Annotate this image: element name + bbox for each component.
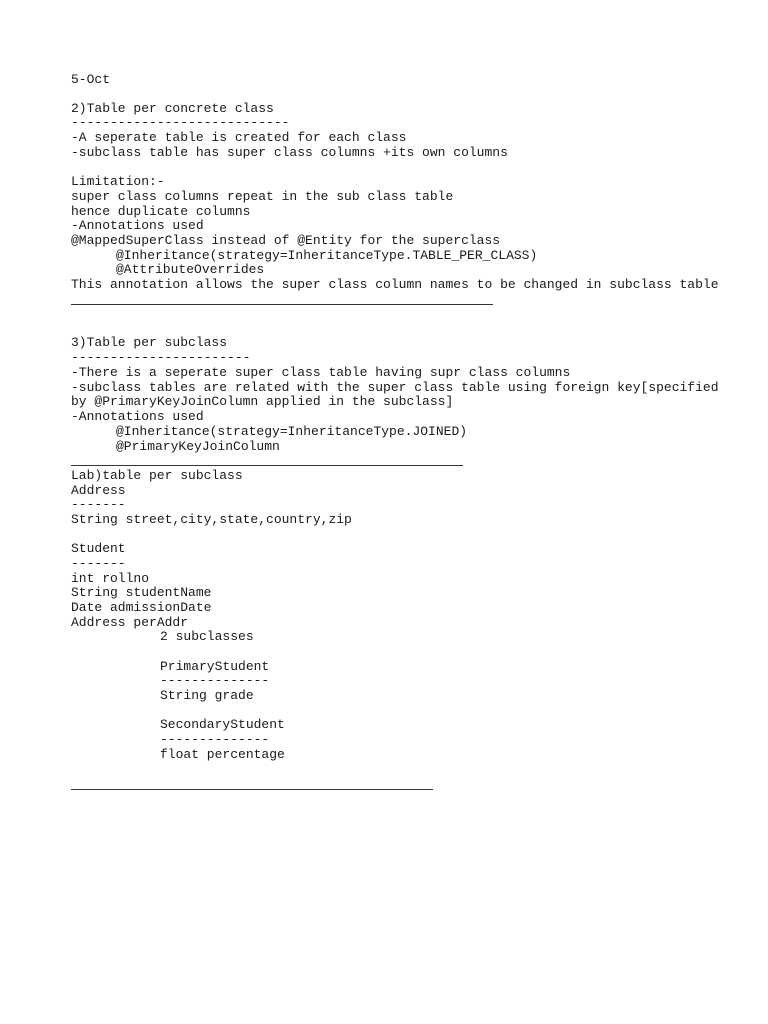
field-line: Date admissionDate bbox=[71, 600, 212, 615]
horizontal-rule bbox=[71, 789, 433, 790]
section-heading-table-per-concrete-class: 2)Table per concrete class bbox=[71, 101, 274, 116]
class-underline: ------- bbox=[71, 497, 126, 512]
date-heading: 5-Oct bbox=[71, 72, 111, 87]
text-line: -subclass tables are related with the super class table using foreign key[specified bbox=[71, 380, 719, 395]
field-line: float percentage bbox=[160, 747, 285, 762]
subclasses-note: 2 subclasses bbox=[160, 629, 254, 644]
text-line: -subclass table has super class columns +its own columns bbox=[71, 145, 508, 160]
field-line: String studentName bbox=[71, 585, 212, 600]
section-heading-table-per-subclass: 3)Table per subclass bbox=[71, 335, 228, 350]
class-underline: ------- bbox=[71, 556, 126, 571]
code-line: @Inheritance(strategy=InheritanceType.TABLE_PER_CLASS) bbox=[116, 248, 538, 263]
field-line: int rollno bbox=[71, 571, 150, 586]
annotations-heading: -Annotations used bbox=[71, 218, 204, 233]
class-name-secondary-student: SecondaryStudent bbox=[160, 717, 285, 732]
field-line: String grade bbox=[160, 688, 254, 703]
class-name-primary-student: PrimaryStudent bbox=[160, 659, 270, 674]
text-line: -There is a seperate super class table having supr class columns bbox=[71, 365, 571, 380]
text-line: This annotation allows the super class column names to be changed in subclass table bbox=[71, 277, 719, 292]
lab-heading: Lab)table per subclass bbox=[71, 468, 243, 483]
section-underline: ----------------------- bbox=[71, 350, 251, 365]
annotations-heading: -Annotations used bbox=[71, 409, 204, 424]
text-line: super class columns repeat in the sub class table bbox=[71, 189, 454, 204]
class-underline: -------------- bbox=[160, 673, 270, 688]
text-line: @MappedSuperClass instead of @Entity for the superclass bbox=[71, 233, 501, 248]
code-line: @Inheritance(strategy=InheritanceType.JOINED) bbox=[116, 424, 468, 439]
field-line: String street,city,state,country,zip bbox=[71, 512, 352, 527]
text-line: hence duplicate columns bbox=[71, 204, 251, 219]
section-underline: ---------------------------- bbox=[71, 115, 290, 130]
limitation-heading: Limitation:- bbox=[71, 174, 165, 189]
field-line: Address perAddr bbox=[71, 615, 189, 630]
horizontal-rule bbox=[71, 465, 463, 466]
horizontal-rule bbox=[71, 304, 493, 305]
code-line: @PrimaryKeyJoinColumn bbox=[116, 439, 280, 454]
text-line: -A seperate table is created for each class bbox=[71, 130, 407, 145]
text-line: by @PrimaryKeyJoinColumn applied in the subclass] bbox=[71, 394, 454, 409]
class-name-address: Address bbox=[71, 483, 126, 498]
class-name-student: Student bbox=[71, 541, 126, 556]
class-underline: -------------- bbox=[160, 732, 270, 747]
code-line: @AttributeOverrides bbox=[116, 262, 265, 277]
